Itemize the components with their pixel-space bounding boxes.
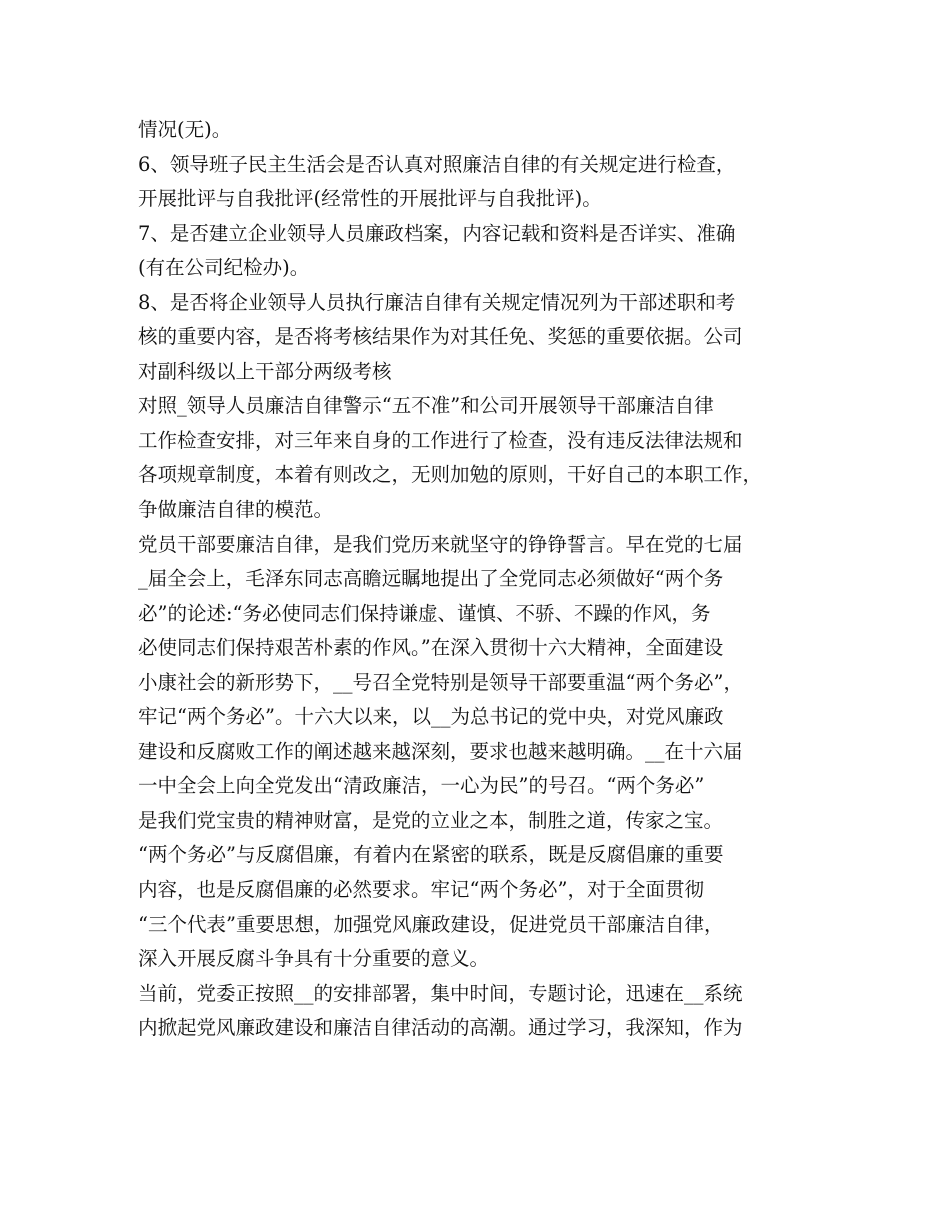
text-line: 深入开展反腐斗争具有十分重要的意义。 [138, 947, 490, 971]
text-line: 建设和反腐败工作的阐述越来越深刻，要求也越来越明确。__在十六届 [138, 739, 743, 763]
text-line: 6、领导班子民主生活会是否认真对照廉洁自律的有关规定进行检查， [138, 152, 736, 176]
text-line: 当前，党委正按照__的安排部署，集中时间，专题讨论，迅速在__系统 [138, 981, 743, 1005]
text-line: 必”的论述:“务必使同志们保持谦虚、谨慎、不骄、不躁的作风，务 [138, 601, 711, 625]
text-line: “三个代表”重要思想，加强党风廉政建设，促进党员干部廉洁自律， [138, 912, 724, 936]
text-line: 工作检查安排，对三年来自身的工作进行了检查，没有违反法律法规和 [138, 428, 743, 452]
text-line: 小康社会的新形势下，__号召全党特别是领导干部要重温“两个务必”， [138, 670, 743, 694]
text-line: 必使同志们保持艰苦朴素的作风。”在深入贯彻十六大精神，全面建设 [138, 636, 724, 660]
text-line: 情况(无)。 [138, 118, 232, 141]
text-line: _届全会上，毛泽东同志高瞻远瞩地提出了全党同志必须做好“两个务 [138, 567, 724, 591]
text-line: 对照_领导人员廉洁自律警示“五不准”和公司开展领导干部廉洁自律 [138, 394, 714, 418]
text-line: 一中全会上向全党发出“清政廉洁，一心为民”的号召。“两个务必” [138, 774, 705, 798]
text-line: 对副科级以上干部分两级考核 [138, 359, 392, 383]
text-line: 争做廉洁自律的模范。 [138, 498, 334, 522]
text-line: 内容，也是反腐倡廉的必然要求。牢记“两个务必”，对于全面贯彻 [138, 878, 704, 902]
text-line: 8、是否将企业领导人员执行廉洁自律有关规定情况列为干部述职和考 [138, 290, 736, 314]
text-line: 核的重要内容，是否将考核结果作为对其任免、奖惩的重要依据。公司 [138, 325, 743, 349]
text-line: 是我们党宝贵的精神财富，是党的立业之本，制胜之道，传家之宝。 [138, 808, 724, 832]
text-line: “两个务必”与反腐倡廉，有着内在紧密的联系，既是反腐倡廉的重要 [138, 843, 724, 867]
text-line: 开展批评与自我批评(经常性的开展批评与自我批评)。 [138, 187, 602, 211]
text-line: 内掀起党风廉政建设和廉洁自律活动的高潮。通过学习，我深知，作为 [138, 1016, 743, 1040]
text-line: 党员干部要廉洁自律，是我们党历来就坚守的铮铮誓言。早在党的七届 [138, 532, 743, 556]
document-body [138, 113, 828, 1046]
text-line: 牢记“两个务必”。十六大以来，以__为总书记的党中央，对党风廉政 [138, 705, 724, 729]
text-line: 各项规章制度，本着有则改之，无则加勉的原则，干好自己的本职工作， [138, 463, 763, 487]
text-line: (有在公司纪检办)。 [138, 256, 310, 280]
text-line: 7、是否建立企业领导人员廉政档案，内容记载和资料是否详实、准确 [138, 221, 736, 245]
